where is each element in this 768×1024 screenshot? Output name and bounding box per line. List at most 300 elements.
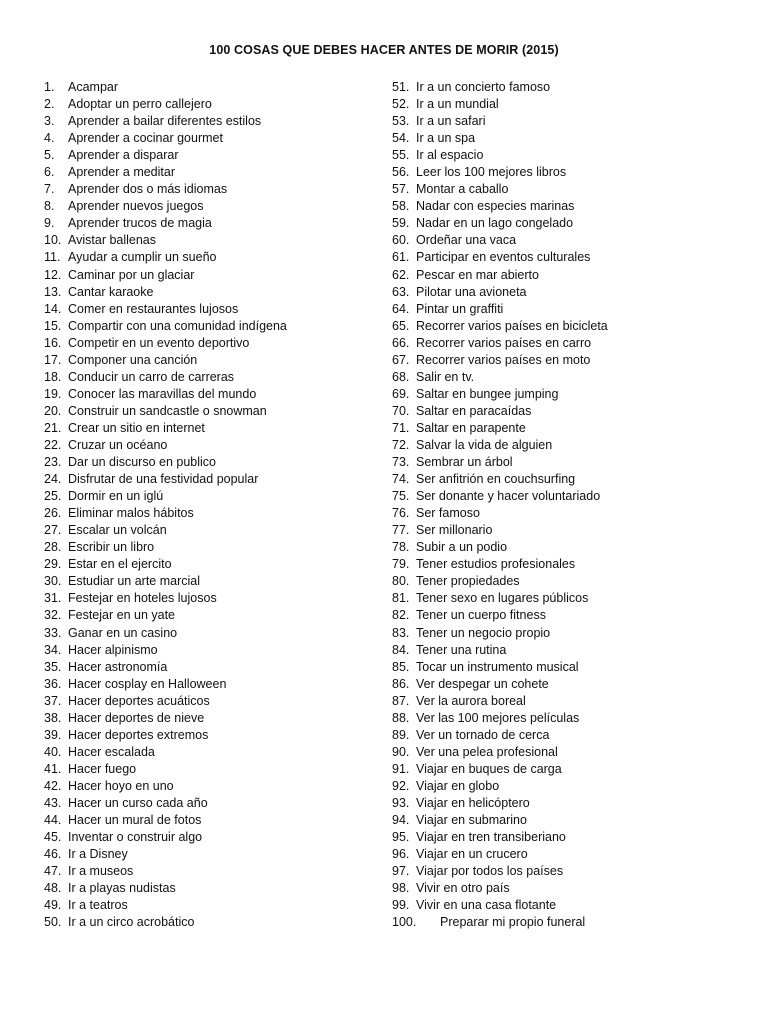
list-item-text: Nadar con especies marinas [416,199,575,214]
list-item-number: 68. [392,369,410,384]
list-item-text: Dormir en un iglú [68,489,164,504]
list-item-text: Avistar ballenas [68,233,157,248]
list-item-number: 66. [392,335,410,350]
list-item-text: Estar en el ejercito [68,557,172,572]
list-item-text: Ir a museos [68,864,134,879]
list-item-number: 79. [392,557,410,572]
list-item-number: 67. [392,352,410,367]
list-item-text: Viajar en tren transiberiano [416,830,566,845]
list-item-text: Eliminar malos hábitos [68,506,194,521]
list-item-text: Viajar en globo [416,778,500,793]
list-item [44,164,384,181]
list-item-number: 41. [44,761,62,776]
list-item [44,386,384,403]
list-item-text: Ser famoso [416,506,480,521]
list-item [44,710,384,727]
list-item-number: 84. [392,642,410,657]
list-item-number: 76. [392,506,410,521]
list-item [44,488,384,505]
list-item [44,420,384,437]
list-item-text: Subir a un podio [416,540,508,555]
list-item-text: Aprender a disparar [68,148,179,163]
list-item-text: Leer los 100 mejores libros [416,165,567,180]
list-item-text: Ir a un mundial [416,97,499,112]
list-item [392,880,752,897]
list-item-text: Cantar karaoke [68,284,154,299]
list-item-number: 72. [392,437,410,452]
list-item [392,147,752,164]
list-item-number: 89. [392,727,410,742]
list-item [392,590,752,607]
list-item [392,897,752,914]
list-item-text: Tener un negocio propio [416,625,551,640]
list-item [44,778,384,795]
list-item-text: Salir en tv. [416,369,475,384]
list-item-text: Nadar en un lago congelado [416,216,574,231]
list-item-text: Estudiar un arte marcial [68,574,201,589]
list-item-number: 96. [392,847,410,862]
list-item [392,96,752,113]
list-item-number: 71. [392,420,410,435]
list-item-text: Ganar en un casino [68,625,178,640]
list-item-number: 53. [392,114,410,129]
list-item-number: 19. [44,386,62,401]
list-item-text: Adoptar un perro callejero [68,97,212,112]
list-item [44,437,384,454]
list-item [392,267,752,284]
list-item [392,301,752,318]
list-item [392,249,752,266]
list-item-text: Pintar un graffiti [416,301,504,316]
list-item-number: 12. [44,267,62,282]
list-item-text: Aprender a meditar [68,165,176,180]
list-item-number: 55. [392,148,410,163]
list-item-text: Vivir en una casa flotante [416,898,557,913]
list-item-text: Tener estudios profesionales [416,557,576,572]
list-item-text: Componer una canción [68,352,198,367]
list-item-number: 90. [392,744,410,759]
list-item-text: Festejar en un yate [68,608,176,623]
list-item-text: Pescar en mar abierto [416,267,539,282]
list-item [392,352,752,369]
list-item-number: 80. [392,574,410,589]
list-item [44,625,384,642]
list-item [44,147,384,164]
list-item-text: Hacer un mural de fotos [68,813,202,828]
list-item [392,863,752,880]
list-item-text: Acampar [68,80,119,94]
list-item-text: Aprender nuevos juegos [68,199,204,214]
list-item-text: Hacer deportes de nieve [68,710,205,725]
list-item [44,335,384,352]
list-item [392,556,752,573]
list-item-number: 25. [44,489,62,504]
list-item-number: 2. [44,97,55,112]
list-item-number: 51. [392,80,410,94]
list-item-text: Recorrer varios países en carro [416,335,592,350]
list-item-number: 24. [44,472,62,487]
list-item-number: 5. [44,148,55,163]
list-item [392,829,752,846]
list-item-text: Ir al espacio [416,148,484,163]
list-item-text: Tener un cuerpo fitness [416,608,546,623]
list-item [392,607,752,624]
list-item-number: 92. [392,778,410,793]
list-item-number: 44. [44,813,62,828]
list-item-number: 34. [44,642,62,657]
list-item-text: Pilotar una avioneta [416,284,527,299]
list-item-text: Ir a un spa [416,131,476,146]
list-item [44,113,384,130]
list-item-number: 60. [392,233,410,248]
list-item-number: 38. [44,710,62,725]
list-item-text: Disfrutar de una festividad popular [68,472,259,487]
list-item-text: Saltar en bungee jumping [416,386,559,401]
list-item-number: 86. [392,676,410,691]
list-item [392,420,752,437]
list-item-text: Salvar la vida de alguien [416,437,553,452]
list-item-number: 18. [44,369,62,384]
list-item-number: 14. [44,301,62,316]
list-item-text: Conocer las maravillas del mundo [68,386,257,401]
list-item-text: Ayudar a cumplir un sueño [68,250,217,265]
list-item [392,403,752,420]
list-item [44,556,384,573]
list-item [392,812,752,829]
list-item-number: 61. [392,250,410,265]
list-item [44,318,384,335]
list-item [44,522,384,539]
list-item-number: 73. [392,455,410,470]
list-item-text: Saltar en parapente [416,420,526,435]
list-item [44,539,384,556]
list-item-text: Hacer deportes extremos [68,727,209,742]
list-item-number: 30. [44,574,62,589]
list-column-right [392,79,752,931]
list-item-number: 56. [392,165,410,180]
list-item-number: 33. [44,625,62,640]
list-item [44,573,384,590]
list-item-number: 93. [392,795,410,810]
list-item-text: Dar un discurso en publico [68,455,216,470]
list-item-number: 8. [44,199,55,214]
list-item [44,676,384,693]
list-item [392,659,752,676]
list-item [44,744,384,761]
list-item [392,181,752,198]
list-item-number: 6. [44,165,55,180]
list-item [44,914,384,931]
list-item-text: Compartir con una comunidad indígena [68,318,287,333]
list-item [44,301,384,318]
list-item-number: 77. [392,523,410,538]
list-item-text: Ordeñar una vaca [416,233,517,248]
list-item [44,96,384,113]
list-item [392,846,752,863]
list-item [392,914,752,931]
list-item-number: 27. [44,523,62,538]
list-item [392,386,752,403]
list-item [44,590,384,607]
list-item [44,352,384,369]
list-item-number: 78. [392,540,410,555]
list-item-number: 42. [44,778,62,793]
list-item-number: 97. [392,864,410,879]
list-item-text: Inventar o construir algo [68,830,203,845]
list-item [44,693,384,710]
list-item-number: 1. [44,80,55,94]
list-item [44,403,384,420]
list-item [392,761,752,778]
list-item-number: 54. [392,131,410,146]
list-item [392,284,752,301]
list-item-number: 52. [392,97,410,112]
list-item-text: Tener sexo en lugares públicos [416,591,589,606]
list-item-number: 37. [44,693,62,708]
list-item-text: Cruzar un océano [68,437,168,452]
list-item [392,164,752,181]
list-item-text: Recorrer varios países en bicicleta [416,318,608,333]
list-item [392,232,752,249]
list-item [392,130,752,147]
list-item-text: Competir en un evento deportivo [68,335,250,350]
list-item-text: Ver un tornado de cerca [416,727,550,742]
list-item-number: 49. [44,898,62,913]
list-item-text: Recorrer varios países en moto [416,352,591,367]
list-item-text: Crear un sitio en internet [68,420,205,435]
list-item [392,335,752,352]
list-item-text: Hacer hoyo en uno [68,778,174,793]
list-item-number: 11. [44,250,61,265]
list-item [44,267,384,284]
list-item [44,607,384,624]
list-item-text: Festejar en hoteles lujosos [68,591,217,606]
list-item [44,812,384,829]
list-item-text: Aprender a cocinar gourmet [68,131,223,146]
list-item-text: Ver una pelea profesional [416,744,558,759]
list-item [44,454,384,471]
list-item [392,79,752,96]
list-item-number: 35. [44,659,62,674]
list-item-text: Ver la aurora boreal [416,693,526,708]
list-item [44,846,384,863]
list-item-number: 50. [44,915,62,930]
list-item-text: Ir a un concierto famoso [416,80,551,94]
list-item [44,198,384,215]
list-item [392,113,752,130]
list-item-text: Ir a Disney [68,847,128,862]
list-item-text: Viajar en buques de carga [416,761,562,776]
list-item-number: 88. [392,710,410,725]
list-item-text: Viajar en helicóptero [416,795,530,810]
list-item-number: 83. [392,625,410,640]
list-item [392,198,752,215]
list-item-text: Escribir un libro [68,540,155,555]
list-item [392,795,752,812]
list-item-number: 28. [44,540,62,555]
list-item-number: 62. [392,267,410,282]
list-item-number: 26. [44,506,62,521]
list-item-text: Comer en restaurantes lujosos [68,301,239,316]
list-item-text: Ir a un safari [416,114,486,129]
list-item [44,642,384,659]
list-item-number: 20. [44,403,62,418]
list-item [392,505,752,522]
list-item-text: Hacer deportes acuáticos [68,693,210,708]
list-item [44,727,384,744]
list-item [392,573,752,590]
list-item-text: Preparar mi propio funeral [440,915,586,930]
list-item [392,369,752,386]
list-item-text: Hacer fuego [68,761,137,776]
list-item [44,761,384,778]
list-item-number: 45. [44,830,62,845]
list-item-number: 74. [392,472,410,487]
list-item [44,863,384,880]
list-item [44,284,384,301]
list-item [392,693,752,710]
list-item [392,318,752,335]
list-item-text: Ver despegar un cohete [416,676,549,691]
list-item-number: 95. [392,830,410,845]
list-item-number: 23. [44,455,62,470]
list-item-text: Viajar por todos los países [416,864,564,879]
list-item-number: 70. [392,403,410,418]
list-item-number: 10. [44,233,62,248]
list-item-text: Participar en eventos culturales [416,250,591,265]
list-item [44,829,384,846]
list-item-number: 17. [44,352,62,367]
list-item-number: 31. [44,591,62,606]
list-item-number: 69. [392,386,410,401]
list-item-text: Tener una rutina [416,642,507,657]
list-item-number: 59. [392,216,410,231]
list-item-text: Ser anfitrión en couchsurfing [416,472,576,487]
list-item [392,727,752,744]
list-item-number: 63. [392,284,410,299]
list-item-text: Viajar en un crucero [416,847,528,862]
list-item-number: 46. [44,847,62,862]
list-item-number: 36. [44,676,62,691]
list-item-number: 57. [392,182,410,197]
list-item [44,369,384,386]
list-item-number: 43. [44,795,62,810]
list-item-text: Tener propiedades [416,574,520,589]
list-item-text: Hacer un curso cada año [68,795,208,810]
list-item [44,897,384,914]
list-item-text: Hacer cosplay en Halloween [68,676,227,691]
list-item [392,471,752,488]
list-item [44,215,384,232]
list-item-number: 22. [44,437,62,452]
list-item-text: Hacer astronomía [68,659,168,674]
list-item-text: Ser donante y hacer voluntariado [416,489,601,504]
list-item-text: Ir a teatros [68,898,128,913]
list-item-number: 98. [392,881,410,896]
list-item-number: 40. [44,744,62,759]
list-item-number: 21. [44,420,62,435]
list-item [44,79,384,96]
list-item-text: Caminar por un glaciar [68,267,195,282]
list-item-text: Conducir un carro de carreras [68,369,235,384]
list-item-text: Hacer escalada [68,744,155,759]
list-item [392,625,752,642]
list-item-number: 48. [44,881,62,896]
list-item [44,471,384,488]
list-item-number: 7. [44,182,55,197]
list-item-text: Escalar un volcán [68,523,167,538]
list-item-text: Ir a playas nudistas [68,881,176,896]
list-item-number: 91. [392,761,410,776]
list-item-number: 85. [392,659,410,674]
list-item-text: Ser millonario [416,523,493,538]
list-item [392,676,752,693]
list-item-text: Vivir en otro país [416,881,510,896]
list-item [392,215,752,232]
list-item-number: 39. [44,727,62,742]
list-item-text: Aprender a bailar diferentes estilos [68,114,262,129]
list-item-text: Montar a caballo [416,182,509,197]
list-item [44,659,384,676]
list-item-number: 82. [392,608,410,623]
list-item-number: 64. [392,301,410,316]
list-item-number: 4. [44,131,55,146]
list-item-number: 81. [392,591,410,606]
list-item [44,505,384,522]
list-item [44,232,384,249]
list-item-number: 15. [44,318,62,333]
list-column-left [44,79,384,931]
list-item-number: 29. [44,557,62,572]
list-item-text: Tocar un instrumento musical [416,659,579,674]
list-item-number: 99. [392,898,410,913]
list-item-text: Sembrar un árbol [416,455,513,470]
list-item-number: 75. [392,489,410,504]
list-item-number: 58. [392,199,410,214]
list-item [44,795,384,812]
list-item-text: Ir a un circo acrobático [68,915,195,930]
list-item-number: 3. [44,114,55,129]
list-item [392,522,752,539]
list-item-text: Hacer alpinismo [68,642,158,657]
list-item-number: 87. [392,693,410,708]
list-item [392,744,752,761]
list-item [44,130,384,147]
list-item-number: 16. [44,335,62,350]
document-title: 100 COSAS QUE DEBES HACER ANTES DE MORIR (2015) [209,43,559,57]
list-item-text: Viajar en submarino [416,813,527,828]
list-item [44,249,384,266]
list-item-text: Aprender trucos de magia [68,216,212,231]
list-item [392,710,752,727]
list-item-number: 100. [392,915,417,930]
list-item-number: 32. [44,608,62,623]
list-item [392,454,752,471]
list-item-number: 94. [392,813,410,828]
list-item [392,642,752,659]
list-item-text: Aprender dos o más idiomas [68,182,228,197]
list-item-number: 65. [392,318,410,333]
list-item-number: 47. [44,864,62,879]
list-item [392,778,752,795]
list-item-text: Ver las 100 mejores películas [416,710,580,725]
list-item [392,488,752,505]
list-item-text: Construir un sandcastle o snowman [68,403,267,418]
list-item-text: Saltar en paracaídas [416,403,532,418]
list-item [44,181,384,198]
list-item [392,539,752,556]
list-item [392,437,752,454]
